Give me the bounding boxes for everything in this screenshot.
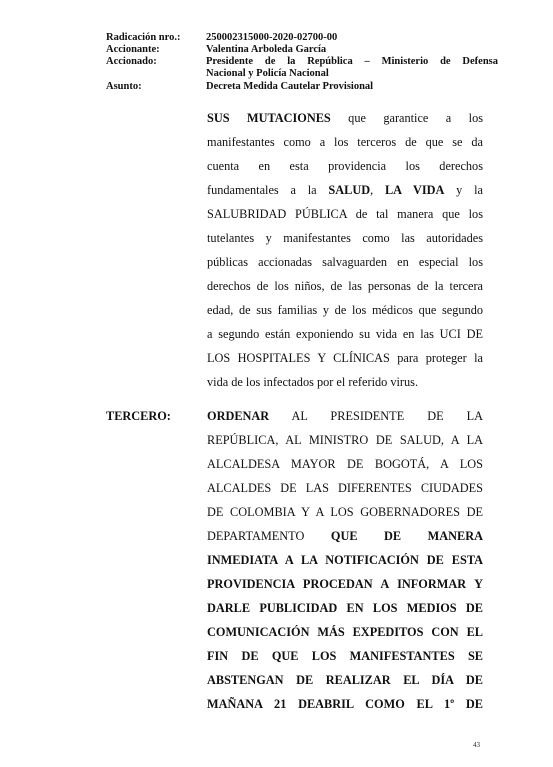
radicacion-value: 250002315000-2020-02700-00 [206,32,338,43]
paragraph-line: vida de los infectados por el referido virus. [207,375,419,389]
paragraph-line: cuenta en esta providencia los derechos [207,159,483,173]
bold-phrase: ORDENAR [207,409,270,423]
asunto-label: Asunto: [106,81,142,92]
paragraph-line: derechos de los niños, de las personas de la tercera [207,279,483,293]
paragraph-line: LOS HOSPITALES Y CLÍNICAS para proteger la [207,351,483,365]
paragraph-line: MAÑANA 21 DEABRIL COMO EL 1º DE [207,697,483,711]
radicacion-label: Radicación nro.: [106,32,181,43]
bold-phrase: LA VIDA [384,183,445,197]
paragraph-line: SALUBRIDAD PÚBLICA de tal manera que los [207,207,483,221]
accionado-value-line1: Presidente de la República – Ministerio de Defensa [206,56,498,67]
section-label-tercero: TERCERO: [106,409,171,423]
page-number: 43 [473,741,480,749]
paragraph-line: DARLE PUBLICIDAD EN LOS MEDIOS DE [207,601,483,615]
paragraph-line: tutelantes y manifestantes como las autoridades [207,231,483,245]
paragraph-line: fundamentales a la SALUD, LA VIDA y la [207,183,483,197]
paragraph-line: ABSTENGAN DE REALIZAR EL DÍA DE [207,673,483,687]
paragraph-line: manifestantes como a los terceros de que se da [207,135,483,149]
accionante-label: Accionante: [106,44,160,55]
paragraph-line: COMUNICACIÓN MÁS EXPEDITOS CON EL [207,625,483,639]
accionante-value: Valentina Arboleda García [206,44,327,55]
paragraph-line: REPÚBLICA, AL MINISTRO DE SALUD, A LA [207,433,483,447]
paragraph-line: edad, de sus familias y de los médicos que segundo [207,303,483,317]
paragraph-line: ALCALDES DE LAS DIFERENTES CIUDADES [207,481,483,495]
accionado-value-line2: Nacional y Policía Nacional [206,68,329,79]
paragraph-line: PROVIDENCIA PROCEDAN A INFORMAR Y [207,577,483,591]
paragraph-line: SUS MUTACIONES que garantice a los [207,111,483,125]
bold-phrase: QUE DE MANERA [330,529,483,543]
paragraph-line: ALCALDESA MAYOR DE BOGOTÁ, A LOS [207,457,483,471]
paragraph-line: a segundo están exponiendo su vida en las UCI DE [207,327,483,341]
paragraph-line: DEPARTAMENTO QUE DE MANERA [207,529,483,543]
paragraph-line: FIN DE QUE LOS MANIFESTANTES SE [207,649,483,663]
paragraph-line: ORDENAR AL PRESIDENTE DE LA [207,409,483,423]
asunto-value: Decreta Medida Cautelar Provisional [206,81,374,92]
bold-phrase: SUS MUTACIONES [207,111,331,125]
paragraph-line: INMEDIATA A LA NOTIFICACIÓN DE ESTA [207,553,483,567]
bold-phrase: SALUD [328,183,371,197]
accionado-label: Accionado: [106,56,157,67]
paragraph-line: públicas accionadas salvaguarden en especial los [207,255,483,269]
paragraph-line: DE COLOMBIA Y A LOS GOBERNADORES DE [207,505,483,519]
